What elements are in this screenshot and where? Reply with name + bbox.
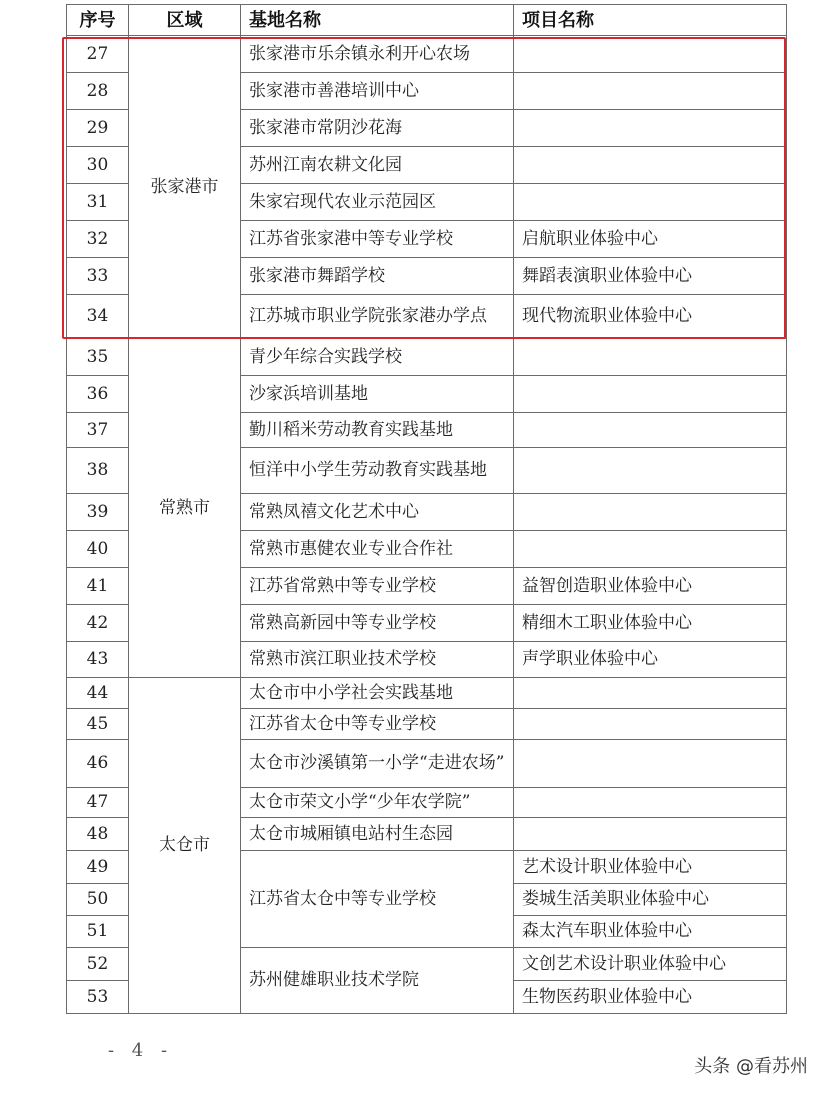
row-index: 49 [67, 851, 129, 884]
row-index: 47 [67, 788, 129, 818]
project-name-cell: 生物医药职业体验中心 [514, 981, 787, 1014]
project-name-cell [514, 818, 787, 851]
base-name-cell: 恒洋中小学生劳动教育实践基地 [241, 448, 514, 494]
row-index: 51 [67, 916, 129, 948]
base-name-cell: 太仓市沙溪镇第一小学“走进农场” [241, 740, 514, 788]
row-index: 35 [67, 339, 129, 376]
project-name-cell [514, 709, 787, 740]
project-name-cell: 益智创造职业体验中心 [514, 568, 787, 605]
row-index: 42 [67, 605, 129, 642]
base-name-cell: 常熟高新园中等专业学校 [241, 605, 514, 642]
base-name-cell: 常熟市滨江职业技术学校 [241, 642, 514, 678]
project-name-cell: 舞蹈表演职业体验中心 [514, 258, 787, 295]
table-header-row [67, 5, 787, 36]
document-page [66, 4, 786, 1014]
row-index: 48 [67, 818, 129, 851]
base-name-cell: 太仓市城厢镇电站村生态园 [241, 818, 514, 851]
project-name-cell: 启航职业体验中心 [514, 221, 787, 258]
table-row [67, 36, 787, 73]
project-name-cell [514, 788, 787, 818]
base-name-cell: 张家港市乐余镇永利开心农场 [241, 36, 514, 73]
row-index: 31 [67, 184, 129, 221]
project-name-cell [514, 413, 787, 448]
base-name-cell: 张家港市善港培训中心 [241, 73, 514, 110]
row-index: 46 [67, 740, 129, 788]
row-index: 44 [67, 678, 129, 709]
watermark-text: 头条 @看苏州 [694, 1056, 808, 1077]
project-name-cell: 艺术设计职业体验中心 [514, 851, 787, 884]
project-name-cell [514, 448, 787, 494]
project-name-cell [514, 73, 787, 110]
region-cell-taicang: 太仓市 [129, 678, 241, 1014]
row-index: 38 [67, 448, 129, 494]
project-name-cell: 声学职业体验中心 [514, 642, 787, 678]
row-index: 50 [67, 884, 129, 916]
base-name-cell: 勤川稻米劳动教育实践基地 [241, 413, 514, 448]
base-list-table [66, 4, 787, 1014]
base-name-cell: 江苏省太仓中等专业学校 [241, 709, 514, 740]
header-region: 区域 [129, 5, 241, 36]
base-name-cell: 江苏省太仓中等专业学校 [241, 851, 514, 948]
base-name-cell: 张家港市常阴沙花海 [241, 110, 514, 147]
header-index: 序号 [67, 5, 129, 36]
project-name-cell: 现代物流职业体验中心 [514, 295, 787, 339]
row-index: 39 [67, 494, 129, 531]
project-name-cell [514, 376, 787, 413]
row-index: 36 [67, 376, 129, 413]
region-cell-changshu: 常熟市 [129, 339, 241, 678]
row-index: 27 [67, 36, 129, 73]
page-number: - 4 - [108, 1040, 174, 1061]
base-name-cell: 朱家宕现代农业示范园区 [241, 184, 514, 221]
project-name-cell [514, 110, 787, 147]
base-name-cell: 太仓市荣文小学“少年农学院” [241, 788, 514, 818]
base-name-cell: 常熟市惠健农业专业合作社 [241, 531, 514, 568]
project-name-cell [514, 339, 787, 376]
row-index: 52 [67, 948, 129, 981]
row-index: 32 [67, 221, 129, 258]
base-name-cell: 江苏省常熟中等专业学校 [241, 568, 514, 605]
row-index: 45 [67, 709, 129, 740]
header-project-name: 项目名称 [514, 5, 787, 36]
base-name-cell: 江苏城市职业学院张家港办学点 [241, 295, 514, 339]
row-index: 30 [67, 147, 129, 184]
project-name-cell [514, 740, 787, 788]
row-index: 28 [67, 73, 129, 110]
table-row [67, 339, 787, 376]
base-name-cell: 苏州健雄职业技术学院 [241, 948, 514, 1014]
base-name-cell: 太仓市中小学社会实践基地 [241, 678, 514, 709]
base-name-cell: 青少年综合实践学校 [241, 339, 514, 376]
project-name-cell: 精细木工职业体验中心 [514, 605, 787, 642]
project-name-cell [514, 531, 787, 568]
row-index: 34 [67, 295, 129, 339]
project-name-cell [514, 184, 787, 221]
project-name-cell [514, 678, 787, 709]
region-cell-zhangjiagang: 张家港市 [129, 36, 241, 339]
header-base-name: 基地名称 [241, 5, 514, 36]
table-row [67, 678, 787, 709]
row-index: 33 [67, 258, 129, 295]
row-index: 43 [67, 642, 129, 678]
project-name-cell [514, 147, 787, 184]
project-name-cell: 娄城生活美职业体验中心 [514, 884, 787, 916]
base-name-cell: 张家港市舞蹈学校 [241, 258, 514, 295]
row-index: 40 [67, 531, 129, 568]
project-name-cell: 森太汽车职业体验中心 [514, 916, 787, 948]
row-index: 53 [67, 981, 129, 1014]
base-name-cell: 常熟凤禧文化艺术中心 [241, 494, 514, 531]
base-name-cell: 沙家浜培训基地 [241, 376, 514, 413]
project-name-cell: 文创艺术设计职业体验中心 [514, 948, 787, 981]
base-name-cell: 苏州江南农耕文化园 [241, 147, 514, 184]
project-name-cell [514, 494, 787, 531]
base-name-cell: 江苏省张家港中等专业学校 [241, 221, 514, 258]
row-index: 37 [67, 413, 129, 448]
row-index: 41 [67, 568, 129, 605]
row-index: 29 [67, 110, 129, 147]
project-name-cell [514, 36, 787, 73]
